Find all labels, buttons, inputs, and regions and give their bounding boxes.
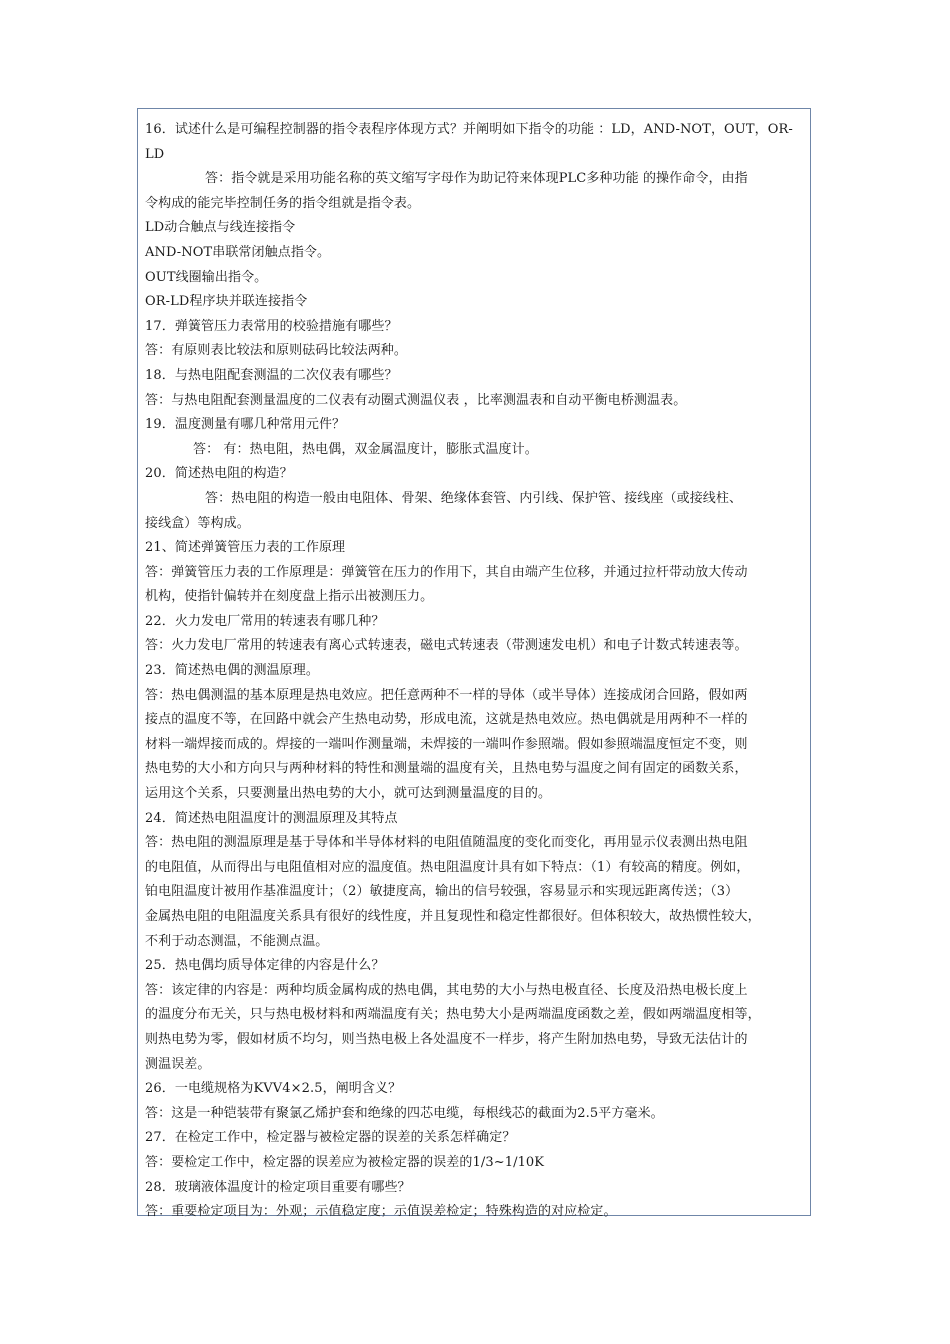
- answer-24-continued: 不利于动态测温，不能测点温。: [145, 933, 329, 949]
- question-21: 21、简述弹簧管压力表的工作原理: [145, 540, 346, 556]
- question-28: 28．玻璃液体温度计的检定项目重要有哪些？: [145, 1179, 411, 1195]
- answer-16-or-ld: OR-LD程序块并联连接指令: [145, 294, 308, 310]
- answer-28: 答：重要检定项目为：外观；示值稳定度；示值误差检定；特殊构造的对应检定。: [145, 1204, 617, 1220]
- answer-26: 答：这是一种铠装带有聚氯乙烯护套和绝缘的四芯电缆，每根线芯的截面为2.5平方毫米。: [145, 1105, 664, 1121]
- question-18: 18．与热电阻配套测温的二次仪表有哪些？: [145, 367, 398, 383]
- question-24: 24．简述热电阻温度计的测温原理及其特点: [145, 810, 398, 826]
- answer-23-continued: 接点的温度不等，在回路中就会产生热电动势，形成电流，这就是热电效应。热电偶就是用两种不一样的: [145, 712, 748, 728]
- question-17: 17．弹簧管压力表常用的校验措施有哪些？: [145, 318, 398, 334]
- answer-18: 答：与热电阻配套测量温度的二仪表有动圈式测温仪表 ，比率测温表和自动平衡电桥测温表。: [145, 392, 687, 408]
- answer-16-continued: 令构成的能完毕控制任务的指令组就是指令表。: [145, 195, 421, 211]
- answer-24-continued: 金属热电阻的电阻温度关系具有很好的线性度，并且复现性和稳定性都很好。但体积较大，故热惯性较大，: [145, 909, 761, 924]
- answer-16-and-not: AND-NOT串联常闭触点指令。: [145, 244, 331, 260]
- question-16: 16．试述什么是可编程控制器的指令表程序体现方式？并阐明如下指令的功能 ：LD，AND-NOT，OUT，OR-: [145, 122, 793, 137]
- question-20: 20．简述热电阻的构造？: [145, 466, 293, 482]
- answer-16-ld: LD动合触点与线连接指令: [145, 220, 296, 236]
- answer-25: 答：该定律的内容是：两种均质金属构成的热电偶，其电势的大小与热电极直径、长度及沿热电极长度上: [145, 982, 748, 998]
- answer-25-continued: 测温误差。: [145, 1056, 211, 1072]
- document-body: [145, 118, 807, 1225]
- answer-23-continued: 材料一端焊接而成的。焊接的一端叫作测量端，未焊接的一端叫作参照端。假如参照端温度恒定不变，则: [145, 736, 748, 752]
- answer-17: 答：有原则表比较法和原则砝码比较法两种。: [145, 343, 408, 359]
- answer-21-continued: 机构，使指针偏转并在刻度盘上指示出被测压力。: [145, 589, 434, 605]
- question-16-continued: LD: [145, 146, 165, 162]
- question-22: 22．火力发电厂常用的转速表有哪几种？: [145, 613, 385, 629]
- answer-21: 答：弹簧管压力表的工作原理是：弹簧管在压力的作用下，其自由端产生位移，并通过拉杆带动放大传动: [145, 564, 748, 580]
- answer-25-continued: 则热电势为零，假如材质不均匀，则当热电极上各处温度不一样步，将产生附加热电势，导致无法估计的: [145, 1031, 748, 1047]
- answer-19: 答： 有：热电阻，热电偶，双金属温度计，膨胀式温度计。: [193, 441, 538, 457]
- answer-24-continued: 铂电阻温度计被用作基准温度计；（2）敏捷度高，输出的信号较强，容易显示和实现远距离传送；（3）: [145, 884, 739, 900]
- answer-27: 答：要检定工作中，检定器的误差应为被检定器的误差的1/3~1/10K: [145, 1154, 545, 1170]
- answer-23-continued: 运用这个关系，只要测量出热电势的大小，就可达到测量温度的目的。: [145, 786, 552, 802]
- answer-24-continued: 的电阻值，从而得出与电阻值相对应的温度值。热电阻温度计具有如下特点：（1）有较高的精度。例如，: [145, 859, 750, 875]
- answer-20-continued: 接线盒）等构成。: [145, 515, 250, 531]
- answer-20: 答：热电阻的构造一般由电阻体、骨架、绝缘体套管、内引线、保护管、接线座（或接线柱、: [205, 490, 743, 506]
- answer-23: 答：热电偶测温的基本原理是热电效应。把任意两种不一样的导体（或半导体）连接成闭合回路，假如两: [145, 687, 748, 703]
- answer-23-continued: 热电势的大小和方向只与两种材料的特性和测量端的温度有关，且热电势与温度之间有固定的函数关系，: [145, 761, 748, 777]
- question-23: 23．简述热电偶的测温原理。: [145, 663, 319, 679]
- answer-22: 答：火力发电厂常用的转速表有离心式转速表，磁电式转速表（带测速发电机）和电子计数式转速表等。: [145, 638, 748, 654]
- question-27: 27．在检定工作中，检定器与被检定器的误差的关系怎样确定？: [145, 1130, 516, 1146]
- question-19: 19．温度测量有哪几种常用元件？: [145, 417, 346, 433]
- answer-24: 答：热电阻的测温原理是基于导体和半导体材料的电阻值随温度的变化而变化，再用显示仪表测出热电阻: [145, 835, 748, 851]
- question-26: 26．一电缆规格为KVV4×2.5，阐明含义？: [145, 1081, 402, 1097]
- answer-16: 答：指令就是采用功能名称的英文缩写字母作为助记符来体现PLC多种功能 的操作命令，由指: [205, 171, 748, 187]
- answer-16-out: OUT线圈输出指令。: [145, 269, 268, 285]
- question-25: 25．热电偶均质导体定律的内容是什么？: [145, 958, 385, 974]
- answer-25-continued: 的温度分布无关，只与热电极材料和两端温度有关；热电势大小是两端温度函数之差，假如两端温度相等，: [145, 1007, 761, 1023]
